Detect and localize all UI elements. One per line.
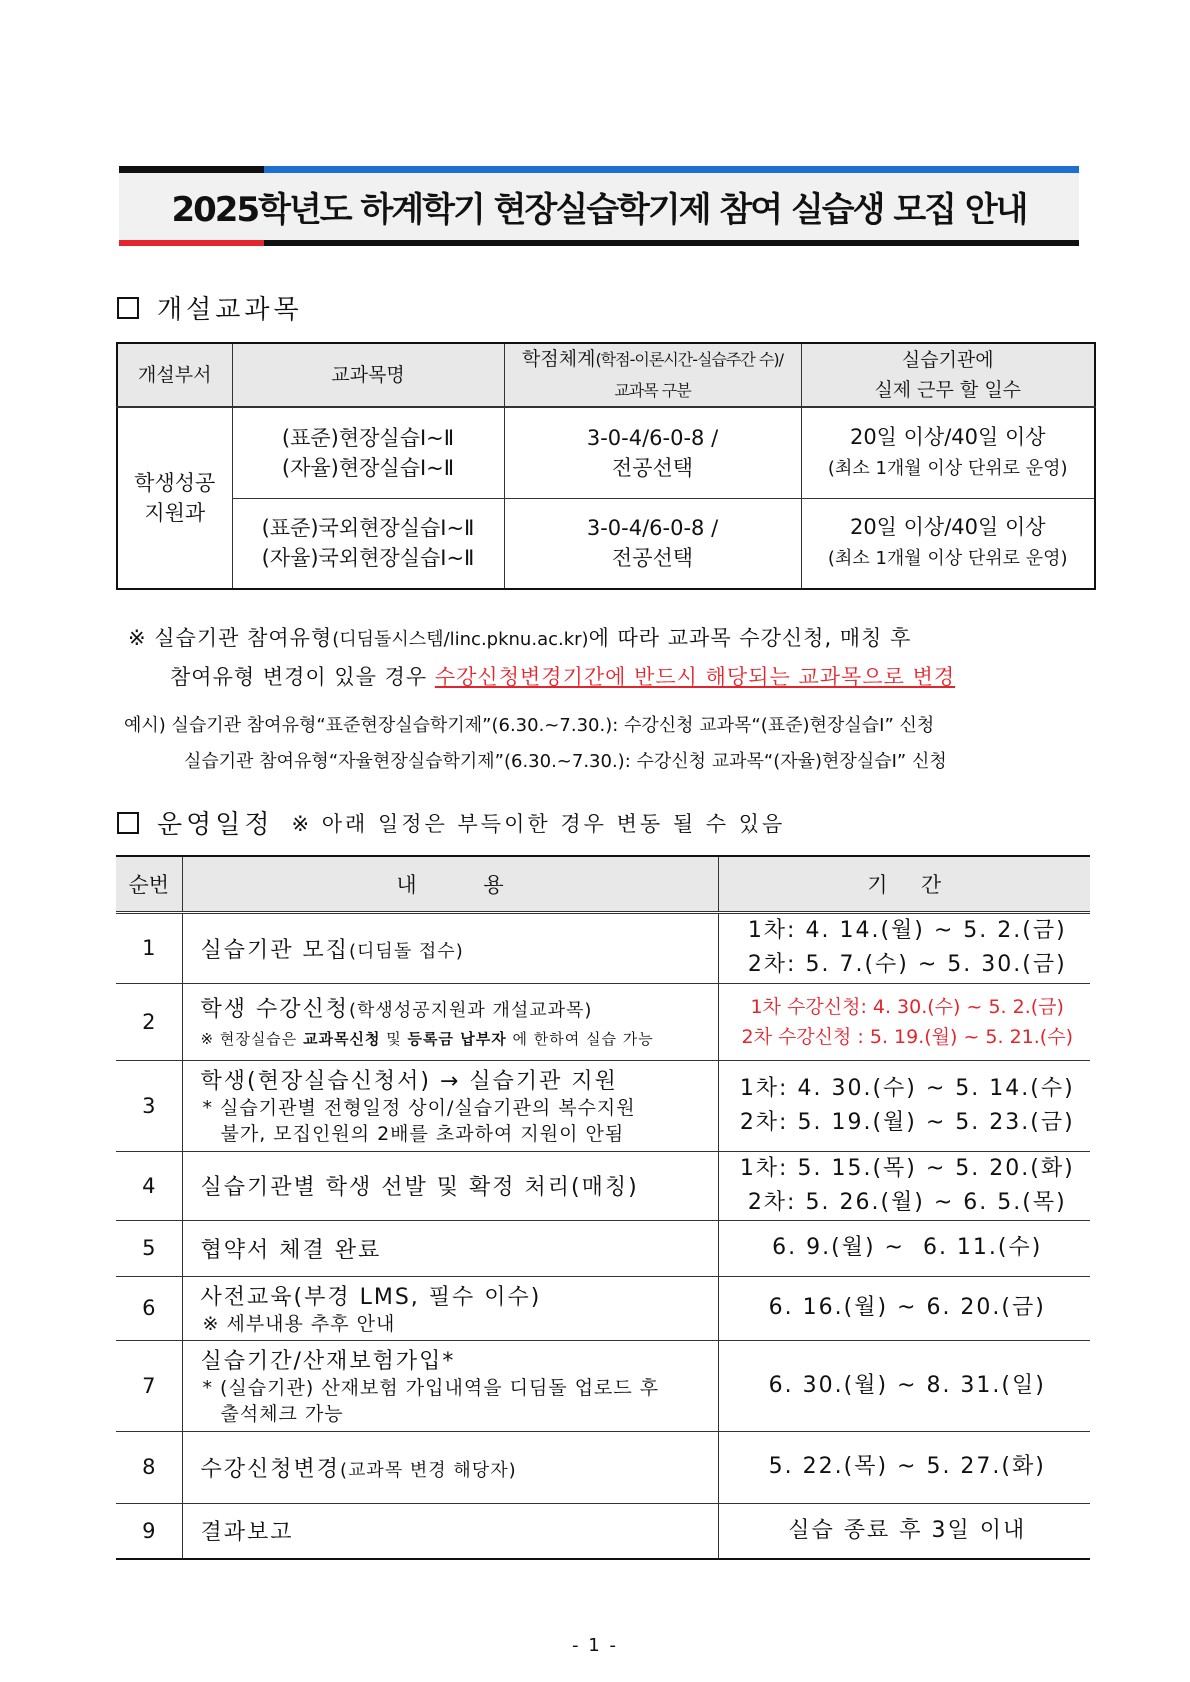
title-bar-top-left — [119, 166, 264, 173]
credit-line2: 전공선택 — [611, 455, 694, 480]
section-note: ※ 아래 일정은 부득이한 경우 변동 될 수 있음 — [291, 811, 786, 836]
period-line: 6. 30.(월) ~ 8. 31.(일) — [768, 1372, 1046, 1398]
row-period — [718, 912, 1090, 983]
period-line: 1차 수강신청: 4. 30.(수) ~ 5. 2.(금) — [750, 995, 1064, 1018]
credit-line1: 3-0-4/6-0-8 / — [586, 425, 719, 450]
credit-cell — [504, 498, 801, 589]
row-main-text: 실습기관 모집 — [200, 937, 350, 963]
row-content — [182, 1060, 718, 1151]
schedule-row — [116, 1276, 1090, 1340]
section-title: 개설교과목 — [157, 295, 303, 325]
checkbox-icon — [117, 812, 139, 834]
title-banner — [119, 166, 1079, 246]
row-num: 1 — [116, 912, 182, 983]
row-period — [718, 1276, 1090, 1340]
header-credit — [504, 343, 801, 407]
row-bullet: 출석체크 가능 — [220, 1403, 344, 1425]
dept-line1: 학생성공 — [134, 471, 216, 495]
period-line: 1차: 4. 14.(월) ~ 5. 2.(금) — [747, 918, 1067, 943]
days-cell — [801, 498, 1095, 589]
header-dept: 개설부서 — [117, 343, 232, 407]
row-main-text: 사전교육(부경 LMS, 필수 이수) — [200, 1284, 542, 1310]
period-line: 2차: 5. 26.(월) ~ 6. 5.(목) — [747, 1189, 1067, 1215]
row-period — [718, 1220, 1090, 1276]
bullet-bold-text: 교과목신청 — [303, 1030, 381, 1048]
title-box — [119, 173, 1079, 240]
days-line2: (최소 1개월 이상 단위로 운영) — [827, 457, 1068, 479]
bullet-text: 에 한하여 실습 가능 — [506, 1030, 654, 1048]
schedule-row — [116, 1503, 1090, 1559]
row-bullet: ※ 세부내용 추후 안내 — [202, 1312, 396, 1335]
header-period: 기 간 — [718, 856, 1090, 912]
notice-line2 — [170, 661, 955, 691]
row-num: 6 — [116, 1276, 182, 1340]
period-line: 1차: 4. 30.(수) ~ 5. 14.(수) — [739, 1075, 1075, 1101]
row-content — [182, 1276, 718, 1340]
course-name-line2: (자율)현장실습Ⅰ~Ⅱ — [281, 455, 455, 480]
row-period — [718, 1060, 1090, 1151]
header-credit-main: 학점체계 — [522, 348, 596, 370]
row-content — [182, 1503, 718, 1559]
row-content — [182, 912, 718, 983]
section-schedule-heading — [117, 804, 785, 841]
period-line: 실습 종료 후 3일 이내 — [788, 1517, 1027, 1543]
dept-line2: 지원과 — [144, 501, 206, 525]
row-bullet — [201, 1027, 718, 1051]
notice-text: 참여유형 변경이 있을 경우 — [170, 665, 435, 689]
row-main-text: 학생 수강신청 — [200, 997, 350, 1022]
header-course-name: 교과목명 — [232, 343, 504, 407]
days-cell — [801, 407, 1095, 498]
row-period — [718, 1340, 1090, 1431]
schedule-row — [116, 912, 1090, 983]
schedule-row — [116, 1060, 1090, 1151]
schedule-row — [116, 1340, 1090, 1431]
row-content — [182, 1340, 718, 1431]
checkbox-icon — [117, 297, 139, 319]
header-days-line2: 실제 근무 할 일수 — [874, 379, 1022, 401]
row-paren-text: (디딤돌 접수) — [349, 940, 464, 962]
course-name-line1: (표준)국외현장실습Ⅰ~Ⅱ — [261, 516, 475, 541]
schedule-row — [116, 983, 1090, 1060]
row-main-text: 실습기관별 학생 선발 및 확정 처리(매칭) — [200, 1175, 639, 1200]
credit-line1: 3-0-4/6-0-8 / — [586, 516, 719, 541]
credit-line2: 전공선택 — [611, 546, 694, 571]
header-days-line1: 실습기관에 — [901, 349, 994, 371]
section-title: 운영일정 — [157, 810, 274, 840]
notice-highlight: 수강신청변경기간에 반드시 해당되는 교과목으로 변경 — [434, 665, 956, 689]
course-name-line1: (표준)현장실습Ⅰ~Ⅱ — [281, 425, 455, 450]
course-table-header — [117, 343, 1095, 407]
row-num: 7 — [116, 1340, 182, 1431]
row-content — [182, 1220, 718, 1276]
title-bar-bottom-left — [119, 240, 264, 246]
row-main-text: 결과보고 — [200, 1520, 294, 1546]
row-content — [182, 983, 718, 1060]
header-num: 순번 — [116, 856, 182, 912]
dept-cell — [117, 407, 232, 589]
course-row — [117, 498, 1095, 589]
course-table — [116, 342, 1096, 590]
row-content — [182, 1151, 718, 1220]
notice-text: 에 따라 교과목 수강신청, 매칭 후 — [588, 626, 912, 650]
row-main-text: 학생(현장실습신청서) → 실습기관 지원 — [200, 1069, 618, 1094]
row-period — [718, 983, 1090, 1060]
header-credit-paren: (학점-이론시간-실습주간 수)/ — [595, 350, 783, 369]
schedule-row — [116, 1431, 1090, 1503]
notice-system-link-text: (디딤돌시스템/linc.pknu.ac.kr) — [332, 629, 589, 650]
course-name-cell — [232, 407, 504, 498]
row-num: 9 — [116, 1503, 182, 1559]
row-num: 3 — [116, 1060, 182, 1151]
row-period — [718, 1503, 1090, 1559]
row-num: 2 — [116, 983, 182, 1060]
row-main-text: 실습기간/산재보험가입* — [200, 1349, 456, 1374]
row-period — [718, 1151, 1090, 1220]
notice-line1 — [128, 622, 911, 652]
row-main-text: 수강신청변경 — [200, 1456, 341, 1482]
row-num: 5 — [116, 1220, 182, 1276]
row-bullet: 불가, 모집인원의 2배를 초과하여 지원이 안됨 — [220, 1123, 625, 1145]
row-paren-text: (학생성공지원과 개설교과목) — [349, 1000, 593, 1021]
page-number: - 1 - — [572, 1635, 618, 1656]
course-name-cell — [232, 498, 504, 589]
course-row — [117, 407, 1095, 498]
bullet-text: ※ 현장실습은 — [200, 1030, 304, 1048]
days-line2: (최소 1개월 이상 단위로 운영) — [827, 548, 1068, 570]
bullet-text: 및 — [380, 1030, 408, 1048]
schedule-table — [116, 855, 1090, 1560]
period-line: 2차 수강신청 : 5. 19.(월) ~ 5. 21.(수) — [741, 1025, 1073, 1048]
example-line2: 실습기관 참여유형“자율현장실습학기제”(6.30.~7.30.): 수강신청 교과목“(자율)현장실습Ⅰ” 신청 — [184, 751, 947, 772]
title-bar-top-right — [264, 166, 1079, 173]
period-line: 6. 9.(월) ~ 6. 11.(수) — [772, 1235, 1043, 1260]
bullet-bold-text: 등록금 납부자 — [407, 1030, 507, 1048]
row-bullet: * (실습기관) 산재보험 가입내역을 디딤돌 업로드 후 — [202, 1377, 660, 1399]
document-title: 2025학년도 하계학기 현장실습학기제 참여 실습생 모집 안내 — [171, 190, 1027, 230]
row-main-text: 협약서 체결 완료 — [200, 1237, 382, 1263]
course-name-line2: (자율)국외현장실습Ⅰ~Ⅱ — [261, 546, 475, 571]
header-content: 내 용 — [182, 856, 718, 912]
period-line: 6. 16.(월) ~ 6. 20.(금) — [768, 1295, 1046, 1320]
example-line1: 예시) 실습기관 참여유형“표준현장실습학기제”(6.30.~7.30.): 수강신청 교과목“(표준)현장실습Ⅰ” 신청 — [124, 715, 935, 736]
title-bar-bottom-right — [264, 240, 1079, 246]
schedule-row — [116, 1151, 1090, 1220]
row-content — [182, 1431, 718, 1503]
schedule-header — [116, 856, 1090, 912]
row-bullet: * 실습기관별 전형일정 상이/실습기관의 복수지원 — [202, 1097, 636, 1119]
period-line: 5. 22.(목) ~ 5. 27.(화) — [768, 1454, 1046, 1479]
notice-text: ※ 실습기관 참여유형 — [128, 626, 333, 650]
row-period — [718, 1431, 1090, 1503]
period-line: 1차: 5. 15.(목) ~ 5. 20.(화) — [739, 1155, 1075, 1181]
section-courses-heading — [117, 289, 303, 326]
row-num: 4 — [116, 1151, 182, 1220]
row-num: 8 — [116, 1431, 182, 1503]
header-credit-line2: 교과목 구분 — [614, 381, 691, 400]
days-line1: 20일 이상/40일 이상 — [849, 515, 1046, 540]
credit-cell — [504, 407, 801, 498]
days-line1: 20일 이상/40일 이상 — [849, 424, 1046, 449]
row-paren-text: (교과목 변경 해당자) — [340, 1459, 517, 1481]
header-work-days — [801, 343, 1095, 407]
period-line: 2차: 5. 19.(월) ~ 5. 23.(금) — [739, 1109, 1075, 1135]
schedule-row — [116, 1220, 1090, 1276]
period-line: 2차: 5. 7.(수) ~ 5. 30.(금) — [747, 952, 1067, 977]
